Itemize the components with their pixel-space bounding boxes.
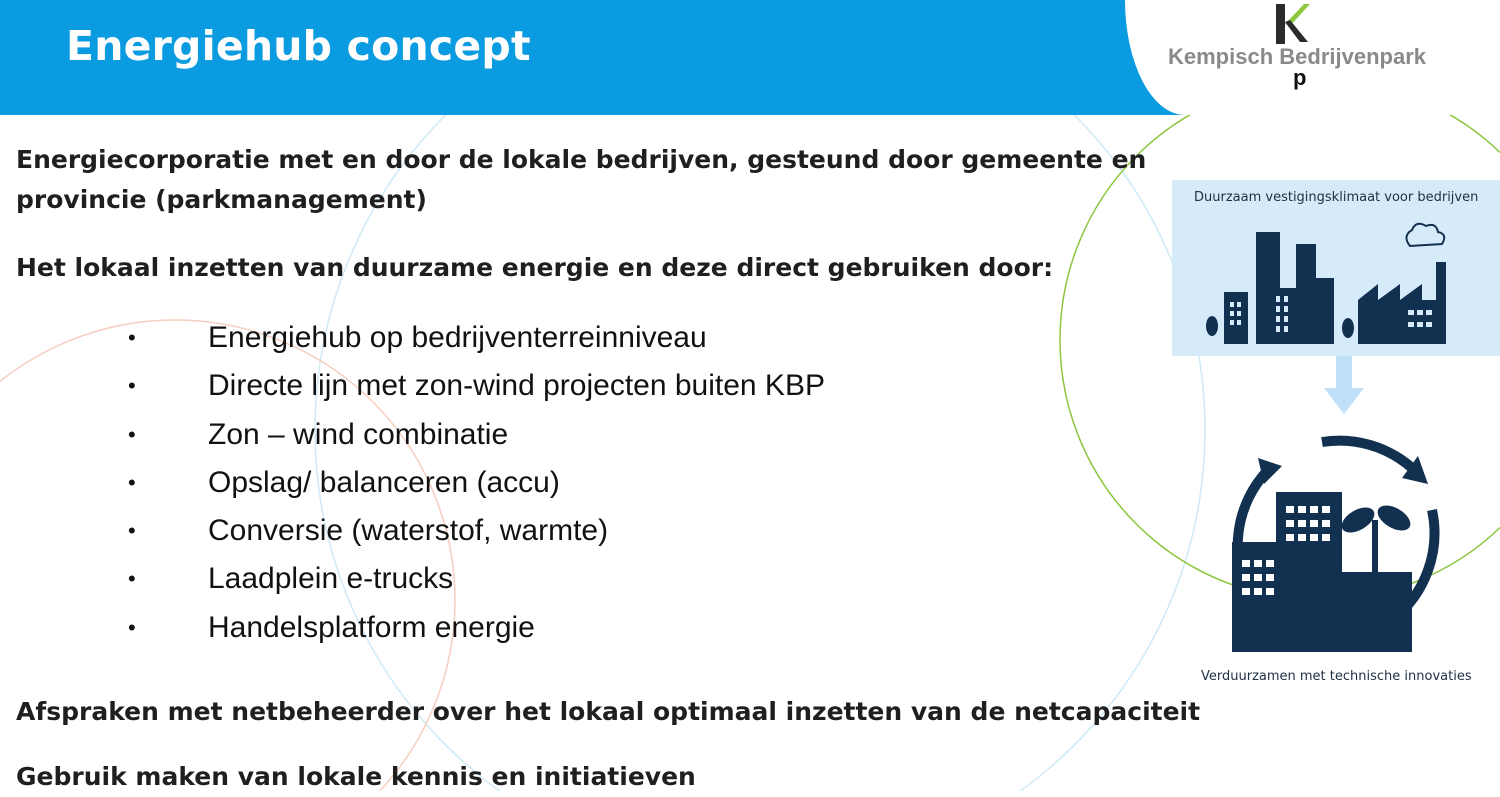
kbp-logo [1165, 0, 1495, 100]
logo-text-kempisch: Kempisch [1168, 44, 1280, 69]
bullet-icon: • [128, 614, 136, 640]
logo-text-bedrijvenpark: edrijvenpark [1295, 44, 1426, 69]
illustration-bottom-label: Verduurzamen met technische innovaties [1201, 669, 1472, 684]
bullet-icon: • [128, 469, 136, 495]
kbp-logo-icon [1270, 2, 1310, 46]
bullet-text: Energiehub op bedrijventerreinniveau [208, 321, 707, 354]
bullet-text: Handelsplatform energie [208, 610, 535, 644]
city-panel [1172, 180, 1500, 356]
bullet-icon: • [128, 566, 136, 592]
page-title: Energiehub concept [66, 22, 531, 70]
logo-text-b: B [1279, 44, 1296, 69]
bullet-text: Opslag/ balanceren (accu) [208, 465, 560, 499]
bullet-text: Laadplein e-trucks [208, 562, 454, 596]
bullet-icon: • [128, 373, 136, 399]
building-plant-icon [1232, 492, 1415, 652]
bullet-icon: • [128, 518, 136, 544]
paragraph-lokaal-inzetten: Het lokaal inzetten van duurzame energie en deze direct gebruiken door: [16, 253, 1054, 282]
paragraph-lokale-kennis: Gebruik maken van lokale kennis en initiatieven [16, 762, 696, 791]
bullet-text: Directe lijn met zon-wind projecten buiten KBP [208, 369, 825, 403]
bullet-icon: • [128, 421, 136, 447]
down-arrow-icon [1324, 356, 1364, 414]
logo-mark-p: p [1293, 65, 1307, 90]
paragraph-line-1: Energiecorporatie met en door de lokale bedrijven, gesteund door gemeente en [16, 145, 1147, 174]
sustainability-illustration [1172, 180, 1500, 690]
paragraph-netbeheerder: Afspraken met netbeheerder over het lokaal optimaal inzetten van de netcapaciteit [16, 697, 1201, 726]
paragraph-energiecorporatie [16, 140, 1146, 220]
bullet-text: Conversie (waterstof, warmte) [208, 514, 609, 548]
bullet-icon: • [128, 325, 136, 350]
illustration-graphic [1172, 180, 1500, 690]
paragraph-line-2: provincie (parkmanagement) [16, 185, 427, 214]
illustration-top-label: Duurzaam vestigingsklimaat voor bedrijven [1194, 190, 1479, 205]
bullet-text: Zon – wind combinatie [208, 417, 509, 451]
